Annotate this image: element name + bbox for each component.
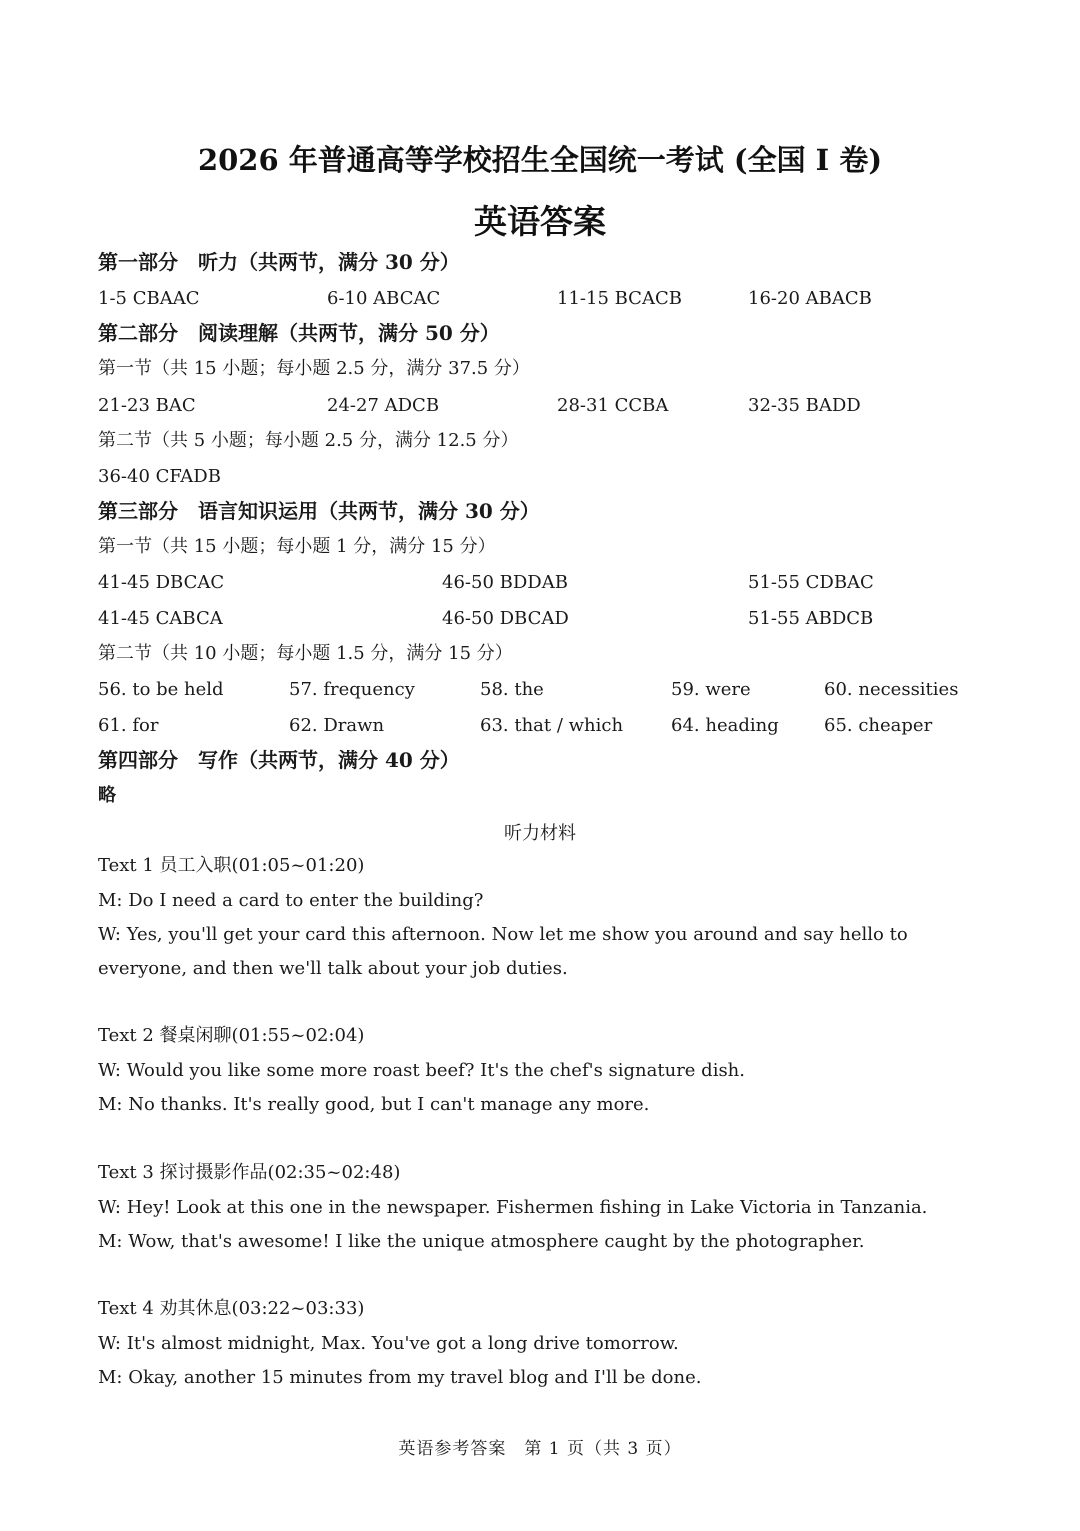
answer-item: 65. cheaper (824, 715, 933, 736)
answer-group: 1-5 CBAAC (98, 288, 200, 309)
answer-group: 24-27 ADCB (327, 395, 440, 416)
answer-group: 6-10 ABCAC (327, 288, 441, 309)
listening-title: 听力材料 (504, 823, 576, 844)
text-label: Text 1 员工入职(01:05~01:20) (98, 855, 365, 876)
dialogue-line: M: Do I need a card to enter the building? (98, 890, 484, 911)
answer-group: 51-55 CDBAC (748, 572, 874, 593)
answer-item: 58. the (480, 679, 544, 700)
answer-item: 64. heading (671, 715, 779, 736)
answer-item: 59. were (671, 679, 751, 700)
dialogue-line: W: Hey! Look at this one in the newspaper. Fishermen fishing in Lake Victoria in Tanzania. (98, 1197, 928, 1218)
part4-content: 略 (98, 785, 116, 806)
answer-group: 11-15 BCACB (557, 288, 682, 309)
answer-group: 41-45 DBCAC (98, 572, 225, 593)
part2-section2-label: 第二节（共 5 小题；每小题 2.5 分，满分 12.5 分） (98, 430, 519, 451)
text-label: Text 3 探讨摄影作品(02:35~02:48) (98, 1162, 401, 1183)
answer-group: 46-50 BDDAB (442, 572, 568, 593)
answer-item: 61. for (98, 715, 159, 736)
part3-heading: 第三部分 语言知识运用（共两节，满分 30 分） (98, 499, 540, 523)
part3-section1-label: 第一节（共 15 小题；每小题 1 分，满分 15 分） (98, 536, 496, 557)
answer-title: 英语答案 (474, 202, 606, 241)
answer-group: 28-31 CCBA (557, 395, 669, 416)
answer-item: 60. necessities (824, 679, 959, 700)
part1-heading: 第一部分 听力（共两节，满分 30 分） (98, 250, 460, 274)
text-label: Text 4 劝其休息(03:22~03:33) (98, 1298, 365, 1319)
dialogue-line: W: Yes, you'll get your card this afternoon. Now let me show you around and say hello to everyone, and then we'll talk about your job duties. (98, 924, 908, 979)
part2-section1-label: 第一节（共 15 小题；每小题 2.5 分，满分 37.5 分） (98, 358, 530, 379)
answer-group: 36-40 CFADB (98, 466, 221, 487)
answer-group: 46-50 DBCAD (442, 608, 569, 629)
dialogue-line: M: No thanks. It's really good, but I can't manage any more. (98, 1094, 650, 1115)
dialogue-line: M: Okay, another 15 minutes from my travel blog and I'll be done. (98, 1367, 702, 1388)
answer-group: 51-55 ABDCB (748, 608, 874, 629)
answer-item: 62. Drawn (289, 715, 385, 736)
page-footer: 英语参考答案 第 1 页（共 3 页） (398, 1439, 682, 1459)
dialogue-line: W: It's almost midnight, Max. You've got a long drive tomorrow. (98, 1333, 679, 1354)
answer-group: 32-35 BADD (748, 395, 861, 416)
exam-title: 2026 年普通高等学校招生全国统一考试 (全国 I 卷) (197, 143, 883, 177)
part2-heading: 第二部分 阅读理解（共两节，满分 50 分） (98, 321, 500, 345)
part4-heading: 第四部分 写作（共两节，满分 40 分） (98, 748, 460, 772)
answer-group: 16-20 ABACB (748, 288, 872, 309)
dialogue-line: W: Would you like some more roast beef? It's the chef's signature dish. (98, 1060, 745, 1081)
dialogue-line: M: Wow, that's awesome! I like the unique atmosphere caught by the photographer. (98, 1231, 865, 1252)
text-label: Text 2 餐桌闲聊(01:55~02:04) (98, 1025, 365, 1046)
answer-item: 56. to be held (98, 679, 224, 700)
answer-item: 63. that / which (480, 715, 624, 736)
answer-item: 57. frequency (289, 679, 415, 700)
answer-group: 41-45 CABCA (98, 608, 223, 629)
answer-group: 21-23 BAC (98, 395, 196, 416)
part3-section2-label: 第二节（共 10 小题；每小题 1.5 分，满分 15 分） (98, 643, 513, 664)
